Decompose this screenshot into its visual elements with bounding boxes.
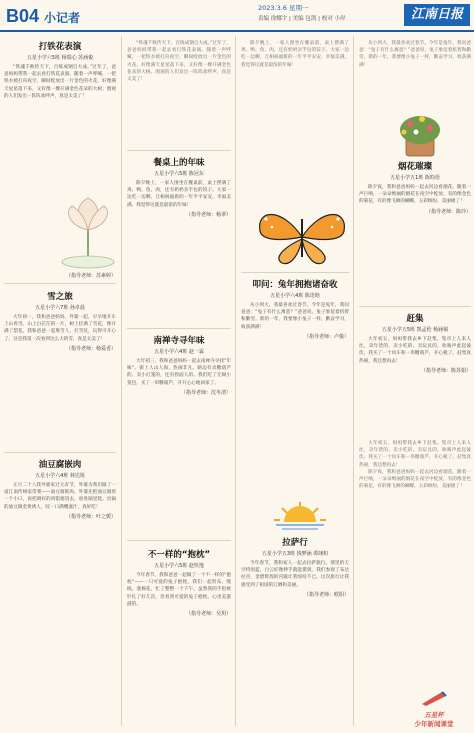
article-byline: 五星小学五1班 陈昀语 <box>390 175 440 181</box>
article <box>127 156 231 218</box>
column-divider <box>121 36 122 726</box>
article-teacher: （指导老师：卢俊） <box>303 333 349 340</box>
article-body: 今年春节，我和家人一起去拉萨旅行。那里的天空特别蓝，白云好像伸手就能摸到。我们参观了布达拉宫，金碧辉煌的宫殿让我惊叹不已。这次旅行让我感受到了祖国的辽阔和美丽。 <box>241 561 349 588</box>
article-divider <box>359 306 471 307</box>
article-teacher: （指导老师：叶之媛） <box>65 513 116 520</box>
article-title: 叩问：兔年拥抱诸奋收 <box>252 280 338 290</box>
article <box>127 334 231 396</box>
issue-date: 2023.3.6 星期一 <box>258 4 309 12</box>
header-rule <box>0 30 474 32</box>
article-byline: 五星小学六4班 林达锐 <box>35 473 85 479</box>
article <box>4 290 116 352</box>
page-number: B04 <box>6 6 40 26</box>
column-divider <box>235 36 236 726</box>
page-header <box>0 0 474 30</box>
article-title: 油豆腐嵌肉 <box>38 460 82 470</box>
article-byline: 五星小学五5班 凯孟伦 杨涵锡 <box>381 327 449 333</box>
article-title: 雪之旅 <box>47 292 73 302</box>
article-teacher: （指导老师：杨爱香） <box>65 345 116 352</box>
newspaper-logo: 江南日报 <box>404 4 470 26</box>
article-body: 从小到大，我最喜欢过春节。今年是兔年，我问爸爸：“兔子有什么寓意？”爸爸说，兔子象征着机智和勤劳。新的一年，我要像小兔子一样，勤奋学习，收获满满！ <box>241 303 349 330</box>
article-continued <box>359 40 471 69</box>
article-title: 赶集 <box>406 314 424 324</box>
article-body: “铁魂千秋传天下，百炼成钢自大成。”过年了，爸爸妈妈带我一起去看打铁花表演。随着一声呼喊，一把铁水被打向夜空，瞬间绽放出一片金色的火花，好像满天星星落下来，又好像一棵开满金色花朵的大树。围观的人们发出一阵阵欢呼声，真是太美了！ <box>4 65 116 99</box>
article-teacher: （指导老师：沈冬清） <box>180 389 231 396</box>
article-body: 今年春节，我和爸爸一起做了一个不一样的“抱枕”——一只可爱的兔子抱枕。我们一起剪布、缝线、塞棉花，忙了整整一个下午。虽然我的手指被针扎了好几次，但看到可爱的兔子抱枕，心里美滋滋的。 <box>127 573 231 607</box>
article-continued <box>359 440 471 490</box>
article <box>241 536 349 598</box>
article-title: 打铁花表演 <box>38 42 82 52</box>
article <box>4 458 116 520</box>
article-teacher: （指导老师：陈苏娟） <box>420 367 471 374</box>
article-body: 除夕夜，我和爸爸妈妈一起去河边看烟花。随着一声巨响，一朵朵绚丽的烟花在夜空中绽放，有的像金色的菊花，有的像飞舞的蝴蝶，五彩缤纷，美丽极了！ <box>359 185 471 205</box>
article <box>4 40 116 100</box>
article-divider <box>241 272 349 273</box>
article-teacher: （指导老师：苏素婷） <box>65 273 116 279</box>
section-title: 小记者 <box>44 11 81 25</box>
lotus-illustration <box>58 190 118 270</box>
article-divider <box>127 328 231 329</box>
article-body: 大年初一，我和爸爸妈妈、外婆一起，早早地开车上山看雪。山上白茫茫的一片，树上挂满了雪花，像开满了梨花。我和爸爸一起堆雪人、打雪仗，玩得可开心了。这是我第一次看到这么大的雪，真是太美了！ <box>4 315 116 342</box>
article-divider <box>127 540 231 541</box>
article-byline: 五星小学六5班 陈冠东 <box>154 171 204 177</box>
logo-line1: 五星杯 <box>424 711 444 719</box>
article-title: 餐桌上的年味 <box>153 158 205 168</box>
article-teacher: （指导老师：陈玲） <box>425 208 471 215</box>
article-byline: 五星小学六5班 杨瑞心 苏涵俊 <box>26 55 94 61</box>
article <box>127 548 231 617</box>
butterfly-illustration <box>252 205 352 269</box>
article-body: 除夕晚上，一家人围坐在餐桌前，桌上摆满了鸡、鸭、鱼、肉，还有奶奶亲手包的饺子。大家一边吃一边聊，互相祝福新的一年平平安安，幸福美满。我觉得这就是最浓的年味！ <box>127 181 231 208</box>
flower-pot-illustration <box>392 108 448 158</box>
article-body: 从小到大，我最喜欢过春节。今年是兔年，我问爸爸：“兔子有什么寓意？”爸爸说，兔子象征着机智和勤劳。新的一年，我要像小兔子一样，勤奋学习，收获满满！ <box>359 41 471 68</box>
sunrise-illustration <box>270 500 330 530</box>
logo-line2: 少年新闻课堂 <box>414 720 454 728</box>
article-body: 除夕晚上，一家人围坐在餐桌前，桌上摆满了鸡、鸭、鱼、肉，还有奶奶亲手包的饺子。大家一边吃一边聊，互相祝福新的一年平平安安，幸福美满。我觉得这就是最浓的年味！ <box>241 41 349 68</box>
article-continued <box>241 40 349 69</box>
article-divider <box>127 150 231 151</box>
article-teacher: （指导老师：杨翠） <box>185 211 231 218</box>
article-title: 拉萨行 <box>282 538 308 548</box>
article-body: 大年初五，妈妈带我去乡下赶集。集市上人来人往，卖年货的、卖小吃的、卖玩具的，吆喝声此起彼伏。我买了一个风车和一串糖葫芦，开心极了。赶集真热闹，我还想再去！ <box>359 441 471 468</box>
article-body: 大年初三，我和爸爸妈妈一起去南禅寺寻找“年味”。街上人山人海，热闹非凡。路边有卖糖葫芦的、卖小灯笼的，还有捏面人的。我们吃了无锡小笼包，买了一串糖葫芦，开开心心地回家了。 <box>127 359 231 386</box>
article-body: 除夕夜，我和爸爸妈妈一起去河边看烟花。随着一声巨响，一朵朵绚丽的烟花在夜空中绽放，有的像金色的菊花，有的像飞舞的蝴蝶，五彩缤纷，美丽极了！ <box>359 469 471 490</box>
article-teacher: （指导老师：欧阳） <box>303 591 349 598</box>
article-body: “铁魂千秋传天下，百炼成钢自大成。”过年了，爸爸妈妈带我一起去看打铁花表演。随着一声呼喊，一把铁水被打向夜空，瞬间绽放出一片金色的火花，好像满天星星落下来，又好像一棵开满金色花朵的大树。围观的人们发出一阵阵欢呼声，真是太美了！ <box>127 41 231 83</box>
article-title: 不一样的“抱枕” <box>147 550 211 560</box>
article-body: 正月二十八我外婆家过元宵节，外婆为我们做了一道江南传统家常菜——油豆腐嵌肉。外婆先把油豆腐剪一个小口，再把调好的肉馅塞进去，放进锅里烧。出锅的油豆腐金黄诱人，咬一口满嘴流汁，真好吃！ <box>4 483 116 510</box>
article-byline: 五星小学六7班 孙卓晨 <box>35 305 85 311</box>
article-divider <box>4 452 116 453</box>
article-divider <box>4 283 116 284</box>
article-body: 大年初五，妈妈带我去乡下赶集。集市上人来人往，卖年货的、卖小吃的、卖玩具的，吆喝声此起彼伏。我买了一个风车和一串糖葫芦，开心极了。赶集真热闹，我还想再去！ <box>359 337 471 364</box>
article <box>359 312 471 374</box>
editor-credits: 责编 徐娜宇 | 美编 包凯 | 校对 小岸 <box>258 16 346 22</box>
article-title: 烟花璀璨 <box>397 162 432 172</box>
pen-icon <box>420 690 448 706</box>
article-byline: 五星小学六5班 赵恒逸 <box>154 563 204 569</box>
article-byline: 五星小学六4班 陈语晗 <box>270 293 320 299</box>
article <box>241 278 349 340</box>
column-divider <box>353 36 354 726</box>
article-byline: 五星小学五3班 钱梦涵 谭翊桓 <box>261 551 329 557</box>
article-byline: 五星小学六4班 赵一霖 <box>154 349 204 355</box>
article-title: 南禅寺寻年味 <box>153 336 205 346</box>
article-continued <box>127 40 231 83</box>
column-logo <box>396 690 472 730</box>
article-teacher: （指导老师：吴玥） <box>185 611 231 618</box>
article <box>359 160 471 215</box>
